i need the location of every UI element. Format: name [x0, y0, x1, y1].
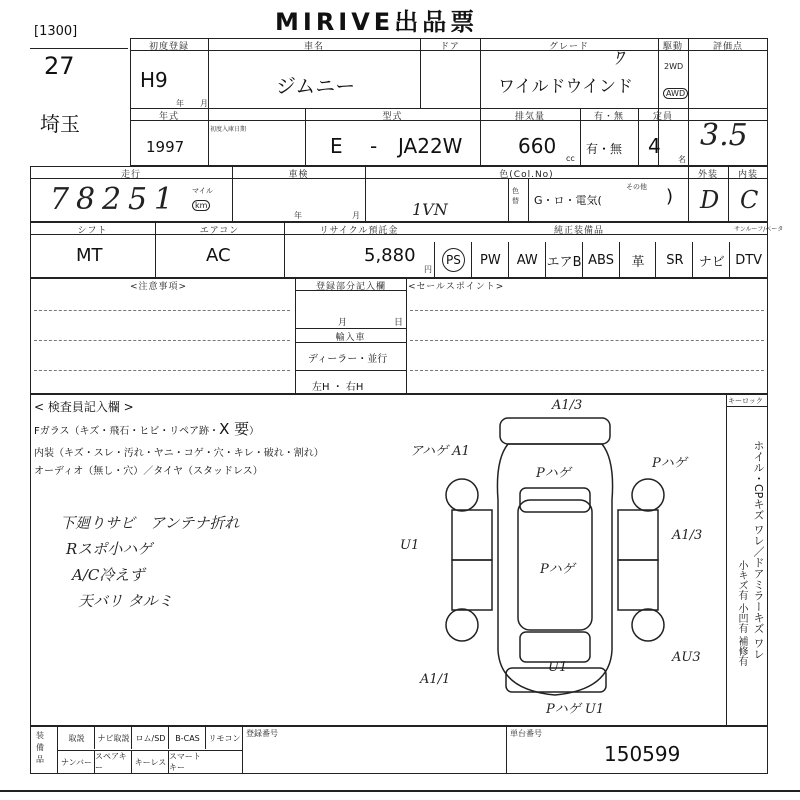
footer-item: ナビ取説	[94, 727, 132, 749]
unit-no-value: 150599	[604, 742, 681, 766]
dealer-text: ディーラー・並行	[308, 354, 388, 365]
audio-line: オーディオ（無し・穴）／タイヤ（スタッドレス）	[34, 466, 263, 477]
car-wheel-rl	[446, 609, 478, 641]
lot-number: 27	[44, 52, 75, 80]
header-genuine: 純正装備品	[553, 226, 604, 236]
damage-mark: A1/1	[420, 672, 451, 687]
damage-mark: A1/3	[552, 398, 583, 413]
damage-mark: Pハゲ U1	[546, 702, 605, 717]
color-note: 色替	[512, 187, 519, 205]
lot-code: [1300]	[34, 24, 78, 39]
interior-hand: C	[740, 186, 759, 214]
footer-item: B-CAS	[168, 727, 206, 749]
car-wheel-fl	[446, 479, 478, 511]
header-displacement: 排気量	[514, 112, 545, 122]
car-front-left-door	[452, 510, 492, 560]
header-shift: シフト	[77, 226, 108, 236]
mileage-digit: 5	[128, 182, 148, 217]
divider	[508, 178, 509, 222]
header-aircon: エアコン	[199, 226, 240, 236]
dealer-day: 日	[394, 318, 404, 328]
key-lock-label: キーロック	[728, 397, 763, 405]
mileage-digit: 2	[102, 182, 122, 217]
model-code: JA22W	[398, 134, 463, 158]
damage-mark: アハゲ A1	[410, 444, 470, 459]
equipment-cell: DTV	[729, 242, 767, 278]
equipment-cell	[434, 242, 472, 278]
equipment-cell: ナビ	[692, 242, 730, 278]
mileage-digit: 1	[154, 182, 174, 217]
equipment-cell: AW	[508, 242, 546, 278]
shift-value: MT	[76, 245, 103, 266]
equipment-cell: 革	[619, 242, 657, 278]
divider	[528, 178, 529, 222]
model-prefix: E	[330, 134, 343, 158]
displacement: 660	[518, 134, 557, 158]
divider	[506, 726, 507, 774]
equipment-cell: エアB	[545, 242, 583, 278]
damage-mark: Pハゲ	[536, 466, 571, 481]
damage-mark: AU3	[672, 650, 701, 665]
drive-2wd: 2WD	[664, 62, 684, 71]
glass-end: ）	[249, 426, 260, 437]
header-sales-point: <セールスポイント>	[408, 282, 505, 292]
side-note-2: 小キズ有 小凹有 補修有	[736, 560, 747, 667]
header-aircon-flag: 有・無	[593, 112, 624, 122]
equipment-cell: SR	[655, 242, 693, 278]
mileage-digit: 7	[50, 182, 70, 217]
color-hand: 1VN	[412, 200, 448, 219]
era-year-unit: 年	[176, 99, 184, 108]
header-car-name: 車名	[303, 42, 324, 52]
header-recycle: リサイクル預託金	[319, 226, 399, 236]
car-roof-bumper	[500, 418, 610, 444]
header-import-box: 登録部分記入欄	[315, 282, 386, 292]
cc-unit: cc	[566, 154, 575, 163]
form-title: MIRIVE出品票	[275, 8, 479, 36]
header-capacity: 定員	[652, 112, 673, 122]
dealer-month: 月	[338, 318, 348, 328]
ac-flag: 有・無	[586, 142, 623, 156]
equipment-ps-circled: PS	[442, 248, 465, 272]
damage-mark: A1/3	[672, 528, 703, 543]
mileage-digit: 8	[76, 182, 96, 217]
damage-mark: U1	[400, 538, 420, 553]
glass-text: Fガラス（キズ・飛石・ヒビ・リペア跡・	[34, 426, 220, 437]
header-purchase: 輸入車	[335, 333, 366, 343]
car-rear-left-door	[452, 560, 492, 610]
divider	[688, 38, 689, 166]
car-rear-right-door	[618, 560, 658, 610]
header-color: 色(Col.No)	[499, 170, 554, 180]
divider	[726, 394, 727, 726]
footer-item: キーレス	[131, 751, 169, 773]
mileage-unit-note: マイル	[192, 187, 213, 195]
damage-mark: U1	[548, 660, 568, 675]
hand-note: 下廻りサビ アンテナ折れ	[60, 514, 240, 532]
capacity: 4	[648, 134, 661, 158]
color-close-paren: )	[666, 186, 674, 207]
score-hand: 3.5	[700, 118, 748, 153]
header-notes: <注意事項>	[130, 282, 188, 292]
hand-note: 天バリ タルミ	[78, 592, 173, 610]
car-wheel-rr	[632, 609, 664, 641]
car-name: ジムニー	[276, 74, 356, 98]
footer-item: ナンバー	[57, 751, 95, 773]
divider	[30, 48, 128, 49]
footer-item: リモコン	[205, 727, 243, 749]
equipment-cell: PW	[471, 242, 509, 278]
footer-item: スマートキー	[168, 751, 206, 773]
side-note: ホイル・CPキズ ワレ／ドアミラーキズ ワレ	[752, 440, 765, 660]
glass-line	[34, 418, 259, 439]
divider	[295, 370, 406, 371]
equipment-extra-label: サンルーフ/ベータ	[734, 226, 784, 233]
aircon-value: AC	[206, 245, 231, 266]
inspection-year-unit: 年	[294, 211, 302, 220]
header-grade: グレード	[548, 42, 589, 52]
region-label: 埼玉	[40, 112, 80, 136]
recycle-value: 5,880	[364, 245, 416, 266]
capacity-unit: 名	[678, 155, 686, 164]
exterior-hand: D	[700, 186, 720, 214]
drive-awd: AWD	[663, 88, 688, 99]
mileage-unit: km	[192, 200, 210, 211]
header-model: 型式	[382, 112, 403, 122]
inspector-header: < 検査員記入欄 >	[34, 400, 134, 414]
year: 1997	[146, 138, 185, 156]
model-sep: -	[370, 134, 378, 158]
divider	[295, 342, 406, 343]
divider	[726, 406, 768, 407]
footer-side-label: 装備品	[36, 731, 44, 764]
header-door: ドア	[440, 42, 460, 52]
grade: ワイルドウインド	[498, 77, 633, 97]
header-year: 年式	[158, 112, 179, 122]
color-options: G・ロ・電気(	[534, 194, 602, 207]
footer-item: 取説	[57, 727, 95, 749]
interior-line: 内装（キズ・スレ・汚れ・ヤニ・コゲ・穴・キレ・破れ・割れ）	[34, 448, 324, 459]
recycle-unit: 円	[424, 265, 432, 274]
damage-mark: Pハゲ	[652, 456, 687, 471]
header-exterior: 外装	[697, 170, 718, 180]
header-interior: 内装	[737, 170, 758, 180]
grade-hand-mark: ﾜ	[614, 48, 623, 69]
damage-mark: Pハゲ	[540, 562, 575, 577]
header-score: 評価点	[712, 42, 743, 52]
footer-item: ロム/SD	[131, 727, 169, 749]
color-other: その他	[626, 183, 647, 191]
equipment-cell: ABS	[582, 242, 620, 278]
car-wheel-fr	[632, 479, 664, 511]
glass-mark: X 要	[219, 420, 250, 438]
divider	[295, 290, 406, 291]
hand-note: Rスポ小ハゲ	[66, 540, 153, 558]
car-rear-window	[520, 632, 590, 662]
divider	[295, 328, 406, 329]
unit-no-label: 単台番号	[510, 729, 542, 738]
header-drive: 駆動	[662, 42, 683, 52]
footer-item: スペアキー	[94, 751, 132, 773]
steering: 左H ・ 右H	[312, 382, 364, 393]
page-bottom-rule	[0, 790, 800, 792]
divider	[208, 38, 209, 166]
era-year: H9	[140, 68, 168, 92]
divider	[406, 278, 407, 394]
reg-no-label: 登録番号	[246, 729, 278, 738]
header-mileage: 走行	[120, 170, 141, 180]
header-inspection: 車検	[288, 170, 309, 180]
car-front-right-door	[618, 510, 658, 560]
era-month-unit: 月	[200, 99, 208, 108]
first-reg-note: 初度入庫日期	[210, 126, 247, 133]
hand-note: A/C冷えず	[72, 566, 145, 584]
inspection-month-unit: 月	[352, 211, 360, 220]
header-first-reg: 初度登録	[148, 42, 189, 52]
